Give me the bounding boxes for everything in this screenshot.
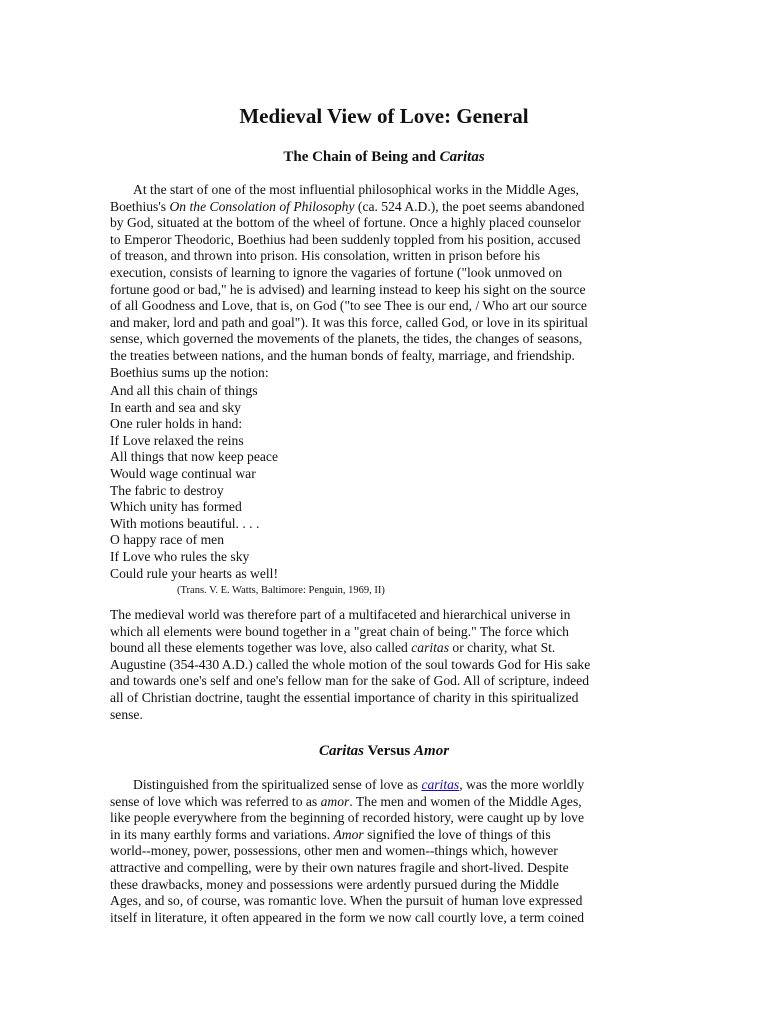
text-run: . The men and women of the Middle Ages, (349, 793, 582, 809)
italic-term: Amor (333, 826, 364, 842)
section-heading-text: The Chain of Being and (283, 149, 440, 165)
section-heading-caritas-versus-amor (0, 741, 768, 761)
poem-line: One ruler holds in hand: (110, 416, 243, 432)
caritas-amor-paragraph (110, 777, 662, 926)
poem-line: Would wage continual war (110, 465, 256, 481)
paragraph-line (110, 640, 662, 657)
paragraph-line (110, 827, 662, 844)
text-run: or charity, what St. (449, 640, 556, 656)
poem-line: And all this chain of things (110, 383, 258, 398)
section-heading-chain-of-being (0, 147, 768, 167)
paragraph-line: The medieval world was therefore part of a multifaceted and hierarchical universe in (110, 607, 571, 622)
italic-term: caritas (411, 640, 449, 656)
paragraph-line (110, 777, 662, 794)
poem-line: In earth and sea and sky (110, 399, 241, 415)
text-run: in its many earthly forms and variations. (110, 826, 334, 842)
paragraph-line: of all Goodness and Love, that is, on God ("to see Thee is our end, / Who art our source (110, 298, 587, 314)
intro-paragraph (110, 182, 662, 381)
poem-block (110, 383, 662, 582)
paragraph-line: fortune good or bad," he is advised) and learning instead to keep his sight on the source (110, 281, 586, 297)
paragraph-line: all of Christian doctrine, taught the essential importance of charity in this spiritualized (110, 689, 579, 705)
text-run: Distinguished from the spiritualized sense of love as (133, 777, 422, 792)
caritas-link[interactable]: caritas (421, 777, 460, 792)
paragraph-line: At the start of one of the most influential philosophical works in the Middle Ages, (133, 182, 579, 197)
text-run: sense of love which was referred to as (110, 793, 321, 809)
paragraph-line: world--money, power, possessions, other men and women--things which, however (110, 843, 558, 859)
poem-line: With motions beautiful. . . . (110, 515, 260, 531)
poem-line: If Love who rules the sky (110, 548, 250, 564)
chain-of-being-paragraph (110, 607, 662, 723)
poem-line: Which unity has formed (110, 499, 242, 515)
paragraph-line: Augustine (354-430 A.D.) called the whole motion of the soul towards God for His sake (110, 656, 591, 672)
paragraph-line: which all elements were bound together in a "great chain of being." The force which (110, 623, 569, 639)
poem-citation: (Trans. V. E. Watts, Baltimore: Penguin, 1969, II) (177, 585, 385, 596)
text-run: bound all these elements together was love, also called (110, 640, 412, 656)
poem-line: If Love relaxed the reins (110, 432, 244, 448)
text-run: signified the love of things of this (363, 826, 551, 842)
poem-line: Could rule your hearts as well! (110, 565, 278, 581)
page-title: Medieval View of Love: General (239, 104, 529, 128)
text-run: , was the more worldly (459, 777, 585, 792)
text-run: Boethius's (110, 198, 170, 214)
paragraph-line: sense, which governed the movements of the planets, the tides, the changes of seasons, (110, 331, 583, 347)
paragraph-line: like people everywhere from the beginning of recorded history, were caught up by love (110, 810, 584, 826)
paragraph-line: by God, situated at the bottom of the wheel of fortune. Once a highly placed counselor (110, 215, 581, 231)
paragraph-line: these drawbacks, money and possessions were ardently pursued during the Middle (110, 876, 559, 892)
paragraph-line: attractive and compelling, were by their own natures fragile and short-lived. Despite (110, 859, 569, 875)
paragraph-line: sense. (110, 706, 143, 722)
paragraph-line: Boethius sums up the notion: (110, 364, 269, 380)
book-title: On the Consolation of Philosophy (169, 198, 355, 214)
paragraph-line (110, 199, 662, 216)
paragraph-line: itself in literature, it often appeared in the form we now call courtly love, a term coined (110, 909, 585, 925)
paragraph-line: and maker, lord and path and goal"). It was this force, called God, or love in its spiritual (110, 314, 589, 330)
italic-term: amor (320, 793, 350, 809)
paragraph-line: Ages, and so, of course, was romantic love. When the pursuit of human love expressed (110, 893, 583, 909)
section-heading-text: Versus (363, 743, 415, 759)
section-heading-italic: Amor (414, 743, 450, 759)
poem-line: All things that now keep peace (110, 449, 278, 465)
section-heading-italic: Caritas (439, 149, 485, 165)
paragraph-line: of treason, and thrown into prison. His consolation, written in prison before his (110, 248, 541, 264)
paragraph-line: to Emperor Theodoric, Boethius had been suddenly toppled from his position, accused (110, 231, 581, 247)
paragraph-line: the treaties between nations, and the human bonds of fealty, marriage, and friendship. (110, 347, 575, 363)
paragraph-line: and towards one's self and one's fellow man for the sake of God. All of scripture, indeed (110, 673, 590, 689)
section-heading-italic: Caritas (318, 743, 364, 759)
poem-line: The fabric to destroy (110, 482, 224, 498)
paragraph-line: execution, consists of learning to ignore the vagaries of fortune ("look unmoved on (110, 264, 563, 280)
paragraph-line (110, 794, 662, 811)
text-run: (ca. 524 A.D.), the poet seems abandoned (354, 198, 585, 214)
poem-line: O happy race of men (110, 532, 224, 548)
